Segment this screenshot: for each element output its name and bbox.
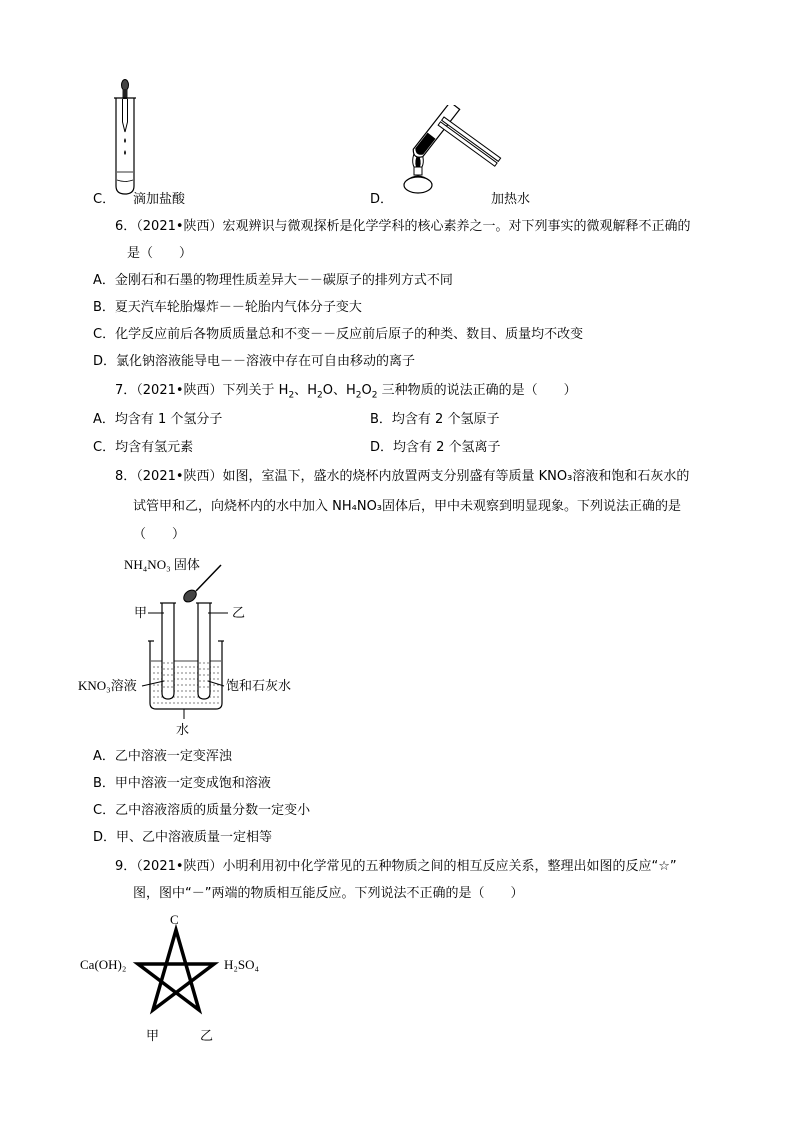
q6-option-d: D．氯化钠溶液能导电－－溶液中存在可自由移动的离子 xyxy=(93,354,416,369)
q6-option-c: C．化学反应前后各物质质量总和不变－－反应前后原子的种类、数目、质量均不改变 xyxy=(93,327,584,342)
heating-test-tube-figure xyxy=(394,105,504,197)
q8-option-d: D．甲、乙中溶液质量一定相等 xyxy=(93,830,273,845)
q7-stem-post: 三种物质的说法正确的是（ ） xyxy=(377,383,577,398)
q7-option-c: C．均含有氢元素 xyxy=(93,440,194,455)
q5-option-c-text: 滴加盐酸 xyxy=(133,192,186,207)
q7-stem-pre: 7．（2021•陕西）下列关于 xyxy=(115,383,279,398)
q8-stem-line3: （ ） xyxy=(133,527,186,542)
formula-h2o2: $H_2O_2$ xyxy=(345,383,378,401)
formula-h2o: $H_2O$ xyxy=(307,383,333,401)
q7-option-a: A．均含有 1 个氢分子 xyxy=(93,412,223,427)
q7-option-b: B．均含有 2 个氢原子 xyxy=(370,412,500,427)
dropper-test-tube-figure xyxy=(108,76,148,200)
star-node-top: C xyxy=(170,912,179,927)
q7-stem: 7．（2021•陕西）下列关于 $H_2$、$H_2O$、$H_2O_2$ 三种物质的说法正确的是（ ） xyxy=(115,383,577,401)
q6-stem-line1: 6．（2021•陕西）宏观辨识与微观探析是化学学科的核心素养之一。对下列事实的微观解释不正确的 xyxy=(115,219,691,234)
star-node-bottom-left: 甲 xyxy=(146,1029,160,1044)
q9-stem-line2: 图，图中“－”两端的物质相互能反应。下列说法不正确的是（ ） xyxy=(133,886,524,901)
q5-option-d-letter: D． xyxy=(370,192,394,207)
q6-option-b: B．夏天汽车轮胎爆炸－－轮胎内气体分子变大 xyxy=(93,300,362,315)
pentagram-star xyxy=(138,930,214,1010)
q6-option-a: A．金刚石和石墨的物理性质差异大－－碳原子的排列方式不同 xyxy=(93,273,453,288)
star-node-left: Ca(OH)₂ xyxy=(80,957,127,972)
pentagram-reaction-figure xyxy=(76,908,286,1048)
q8-option-c: C．乙中溶液溶质的质量分数一定变小 xyxy=(93,803,311,818)
q5-option-d-text: 加热水 xyxy=(491,192,531,207)
star-node-right: H₂SO₄ xyxy=(224,957,260,972)
tube-b-label: 乙 xyxy=(232,606,246,621)
q5-option-c-letter: C． xyxy=(93,192,116,207)
tube-a-label: 甲 xyxy=(134,606,148,621)
q8-option-b: B．甲中溶液一定变成饱和溶液 xyxy=(93,776,271,791)
beaker-test-tubes-figure xyxy=(76,553,316,739)
formula-h2: $H_2$ xyxy=(278,383,295,401)
q8-stem-line2: 试管甲和乙，向烧杯内的水中加入 NH₄NO₃固体后，甲中未观察到明显现象。下列说法正确的是 xyxy=(133,499,682,514)
q9-stem-line1: 9．（2021•陕西）小明利用初中化学常见的五种物质之间的相互反应关系，整理出如图的反应“☆” xyxy=(115,859,677,874)
q8-option-a: A．乙中溶液一定变浑浊 xyxy=(93,749,232,764)
left-solution-label: KNO₃溶液 xyxy=(78,678,137,693)
q6-stem-line2: 是（ ） xyxy=(127,246,193,261)
water-label: 水 xyxy=(176,723,190,738)
right-solution-label: 饱和石灰水 xyxy=(226,678,292,693)
q7-option-d: D．均含有 2 个氢离子 xyxy=(370,440,501,455)
star-node-bottom-right: 乙 xyxy=(200,1029,214,1044)
q8-stem-line1: 8．（2021•陕西）如图，室温下，盛水的烧杯内放置两支分别盛有等质量 KNO₃溶液和饱和石灰水的 xyxy=(115,469,690,484)
solid-label: NH₄NO₃ 固体 xyxy=(124,557,200,572)
